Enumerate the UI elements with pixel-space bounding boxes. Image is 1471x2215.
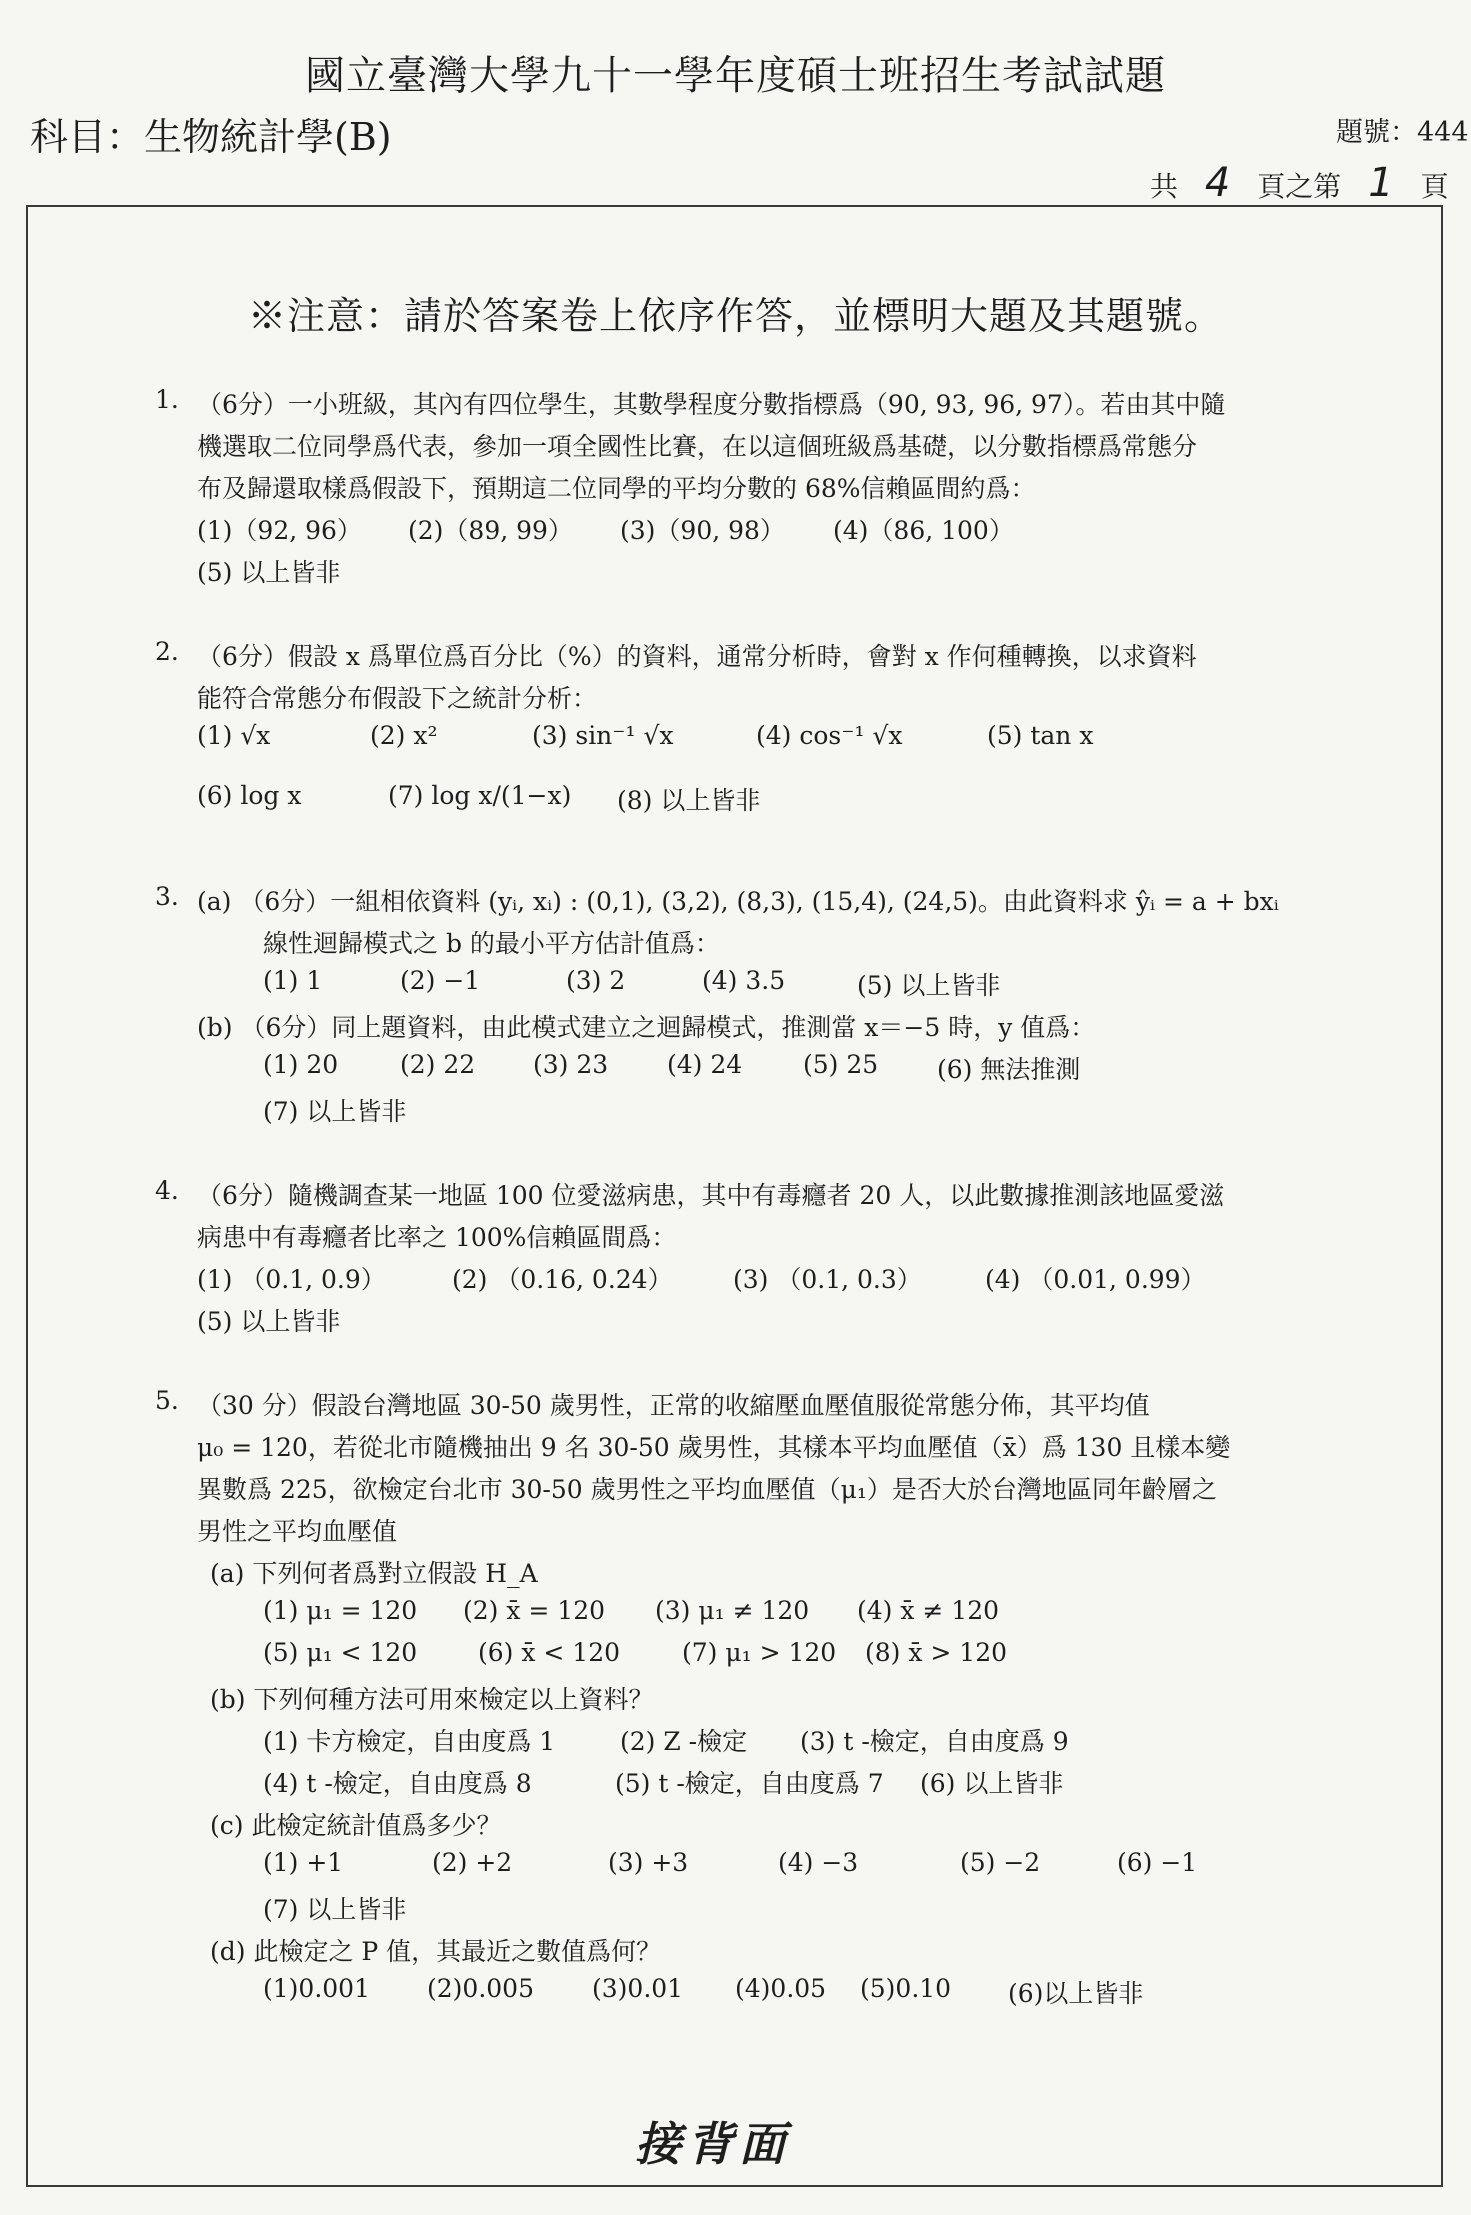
pages-current: 1 <box>1368 160 1394 206</box>
q5a-question: (a) 下列何者爲對立假設 H_A <box>210 1559 538 1588</box>
q5a-option-2: (2) x̄ = 120 <box>463 1596 606 1625</box>
q1-line-2: 機選取二位同學爲代表，參加一項全國性比賽，在以這個班級爲基礎，以分數指標爲常態分 <box>197 432 1198 461</box>
q5a-option-5: (5) μ₁ < 120 <box>263 1638 418 1667</box>
q1-option-4: (4)（86, 100） <box>833 516 1014 545</box>
q3b-option-1: (1) 20 <box>263 1050 339 1079</box>
q1-line-1: （6分）一小班級，其內有四位學生，其數學程度分數指標爲（90, 93, 96, 97）。若由其中隨 <box>197 390 1226 419</box>
q5c-question: (c) 此檢定統計值爲多少？ <box>210 1811 502 1840</box>
q4-option-5: (5) 以上皆非 <box>197 1307 341 1336</box>
q3b-line: (b) （6分）同上題資料，由此模式建立之迴歸模式，推測當 x＝−5 時，y 值爲： <box>197 1013 1096 1042</box>
q5c-option-7: (7) 以上皆非 <box>263 1895 407 1924</box>
q2-line-1: （6分）假設 x 爲單位爲百分比（%）的資料，通常分析時，會對 x 作何種轉換，以求資料 <box>197 642 1197 671</box>
q5-line-2: μ₀ = 120，若從北市隨機抽出 9 名 30-50 歲男性，其樣本平均血壓值（x̄）爲 130 且樣本變 <box>197 1433 1231 1462</box>
page-indicator <box>1150 160 1449 206</box>
q4-option-3: (3) （0.1, 0.3） <box>733 1265 922 1294</box>
q4-line-1: （6分）隨機調查某一地區 100 位愛滋病患，其中有毒癮者 20 人，以此數據推測該地區愛滋 <box>197 1181 1225 1210</box>
q5b-option-5: (5) t -檢定，自由度爲 7 <box>615 1769 884 1798</box>
q5c-option-1: (1) +1 <box>263 1848 344 1877</box>
continue-on-back-note: 接背面 <box>635 2117 791 2171</box>
q3a-option-2: (2) −1 <box>400 966 481 995</box>
q3b-option-2: (2) 22 <box>400 1050 476 1079</box>
q3-number: 3. <box>155 882 179 911</box>
q3a-option-4: (4) 3.5 <box>702 966 786 995</box>
pages-suffix: 頁 <box>1420 170 1449 203</box>
q1-number: 1. <box>155 385 179 414</box>
q5d-option-6: (6)以上皆非 <box>1008 1979 1144 2008</box>
pages-prefix: 共 <box>1150 170 1179 203</box>
q5b-option-6: (6) 以上皆非 <box>920 1769 1064 1798</box>
question-number: 題號：444 <box>1336 117 1469 148</box>
q5d-option-5: (5)0.10 <box>860 1974 952 2003</box>
q4-option-1: (1) （0.1, 0.9） <box>197 1265 386 1294</box>
pages-middle: 頁之第 <box>1257 170 1342 203</box>
q4-number: 4. <box>155 1176 179 1205</box>
q3a-option-3: (3) 2 <box>566 966 626 995</box>
q5b-question: (b) 下列何種方法可用來檢定以上資料？ <box>210 1685 654 1714</box>
q5c-option-2: (2) +2 <box>432 1848 513 1877</box>
q5d-option-3: (3)0.01 <box>592 1974 684 2003</box>
q2-number: 2. <box>155 637 179 666</box>
q5b-option-4: (4) t -檢定，自由度爲 8 <box>263 1769 532 1798</box>
q5c-option-5: (5) −2 <box>960 1848 1041 1877</box>
q5d-question: (d) 此檢定之 P 值，其最近之數值爲何？ <box>210 1937 662 1966</box>
q5a-option-6: (6) x̄ < 120 <box>478 1638 621 1667</box>
q5b-option-1: (1) 卡方檢定，自由度爲 1 <box>263 1727 556 1756</box>
q1-option-3: (3)（90, 98） <box>620 516 785 545</box>
q3b-option-6: (6) 無法推測 <box>937 1055 1081 1084</box>
q2-option-8: (8) 以上皆非 <box>617 786 761 815</box>
q3a-line-2: 線性迴歸模式之 b 的最小平方估計值爲： <box>263 929 720 958</box>
q5c-option-6: (6) −1 <box>1117 1848 1198 1877</box>
q5-line-1: （30 分）假設台灣地區 30-50 歲男性，正常的收縮壓血壓值服從常態分佈，其平均值 <box>197 1391 1150 1420</box>
exam-title: 國立臺灣大學九十一學年度碩士班招生考試試題 <box>305 53 1166 99</box>
q1-option-5: (5) 以上皆非 <box>197 558 341 587</box>
q5-number: 5. <box>155 1386 179 1415</box>
q2-line-2: 能符合常態分布假設下之統計分析： <box>197 684 598 713</box>
q2-option-4: (4) cos⁻¹ √x <box>756 721 903 750</box>
subject-label: 科目：生物統計學(B) <box>30 115 392 159</box>
q2-option-5: (5) tan x <box>987 721 1094 750</box>
q5a-option-4: (4) x̄ ≠ 120 <box>857 1596 1000 1625</box>
q3b-option-7: (7) 以上皆非 <box>263 1097 407 1126</box>
q1-option-1: (1)（92, 96） <box>197 516 362 545</box>
notice: ※注意：請於答案卷上依序作答，並標明大題及其題號。 <box>247 294 1223 338</box>
q3b-option-3: (3) 23 <box>533 1050 609 1079</box>
q5c-option-3: (3) +3 <box>608 1848 689 1877</box>
q5-line-3: 異數爲 225，欲檢定台北市 30-50 歲男性之平均血壓值（μ₁）是否大於台灣地區同年齡層之 <box>197 1475 1217 1504</box>
q2-option-3: (3) sin⁻¹ √x <box>532 721 674 750</box>
q5-line-4: 男性之平均血壓值 <box>197 1517 398 1546</box>
q3a-option-5: (5) 以上皆非 <box>857 971 1001 1000</box>
q5d-option-1: (1)0.001 <box>263 1974 370 2003</box>
q4-line-2: 病患中有毒癮者比率之 100%信賴區間爲： <box>197 1223 677 1252</box>
q2-option-1: (1) √x <box>197 721 271 750</box>
q2-option-2: (2) x² <box>370 721 438 750</box>
q5b-option-3: (3) t -檢定，自由度爲 9 <box>800 1727 1069 1756</box>
q2-option-7: (7) log x/(1−x) <box>388 781 572 810</box>
q2-option-6: (6) log x <box>197 781 302 810</box>
q3b-option-5: (5) 25 <box>803 1050 879 1079</box>
q1-line-3: 布及歸還取樣爲假設下，預期這二位同學的平均分數的 68%信賴區間約爲： <box>197 474 1036 503</box>
q1-option-2: (2)（89, 99） <box>408 516 573 545</box>
q4-option-2: (2) （0.16, 0.24） <box>452 1265 673 1294</box>
pages-total: 4 <box>1204 160 1231 206</box>
q5b-option-2: (2) Z -檢定 <box>620 1727 748 1756</box>
q5a-option-7: (7) μ₁ > 120 <box>682 1638 837 1667</box>
q5a-option-8: (8) x̄ > 120 <box>865 1638 1008 1667</box>
q3a-option-1: (1) 1 <box>263 966 323 995</box>
q3a-line-1: (a) （6分）一組相依資料 (yᵢ, xᵢ) : (0,1), (3,2), (8,3), (15,4), (24,5)。由此資料求 ŷᵢ = a + bxᵢ <box>197 887 1279 916</box>
q5a-option-1: (1) μ₁ = 120 <box>263 1596 418 1625</box>
q5d-option-4: (4)0.05 <box>735 1974 827 2003</box>
q5a-option-3: (3) μ₁ ≠ 120 <box>655 1596 810 1625</box>
q5d-option-2: (2)0.005 <box>427 1974 534 2003</box>
q4-option-4: (4) （0.01, 0.99） <box>985 1265 1206 1294</box>
q5c-option-4: (4) −3 <box>778 1848 859 1877</box>
q3b-option-4: (4) 24 <box>667 1050 743 1079</box>
